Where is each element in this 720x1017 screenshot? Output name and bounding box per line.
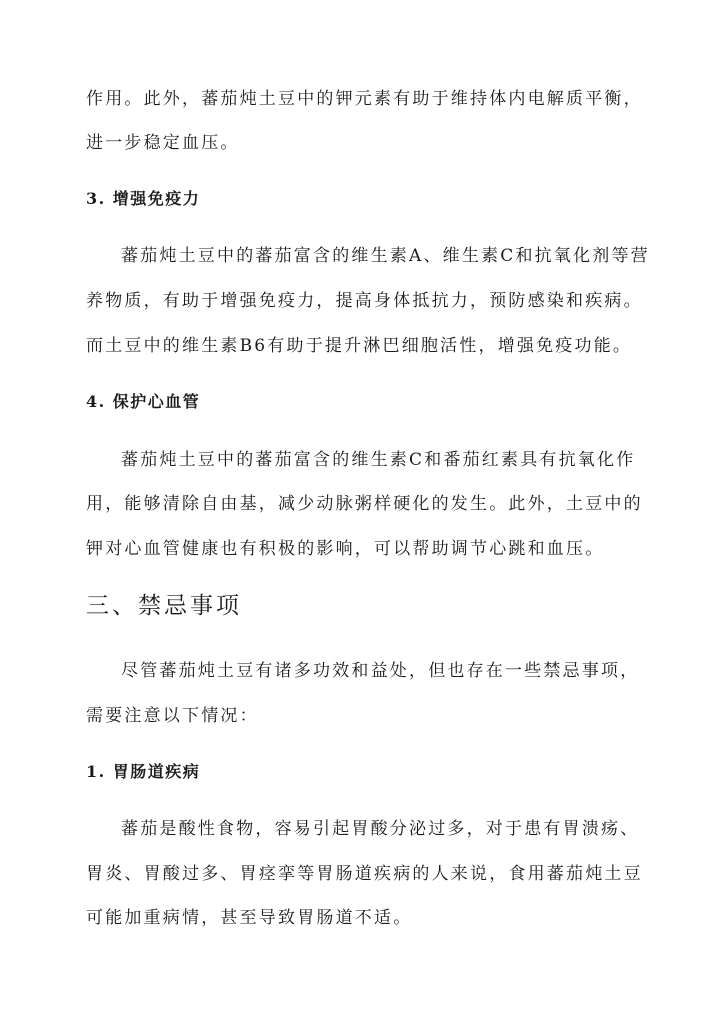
paragraph-line: 养物质，有助于增强免疫力，提高身体抵抗力，预防感染和疾病。 [86, 291, 643, 311]
paragraph-line: 蕃茄炖土豆中的蕃茄富含的维生素A、维生素C和抗氧化剂等营 [121, 246, 650, 266]
paragraph-line: 可能加重病情，甚至导致胃肠道不适。 [86, 908, 413, 928]
subsection-heading: 4. 保护心血管 [86, 392, 201, 411]
paragraph-line: 需要注意以下情况： [86, 706, 259, 726]
paragraph-line: 蕃茄炖土豆中的蕃茄富含的维生素C和番茄红素具有抗氧化作 [121, 450, 636, 470]
paragraph-line: 尽管蕃茄炖土豆有诸多功效和益处，但也存在一些禁忌事项， [121, 661, 640, 681]
paragraph-line: 蕃茄是酸性食物，容易引起胃酸分泌过多，对于患有胃溃疡、 [121, 819, 640, 839]
paragraph-line: 用，能够清除自由基，减少动脉粥样硬化的发生。此外，土豆中的 [86, 494, 643, 514]
subsection-heading: 1. 胃肠道疾病 [86, 762, 201, 781]
paragraph-line: 作用。此外，蕃茄炖土豆中的钾元素有助于维持体内电解质平衡， [86, 89, 643, 109]
paragraph-line: 胃炎、胃酸过多、胃痉挛等胃肠道疾病的人来说，食用蕃茄炖土豆 [86, 864, 643, 884]
paragraph-line: 而土豆中的维生素B6有助于提升淋巴细胞活性，增强免疫功能。 [86, 336, 633, 356]
paragraph-line: 钾对心血管健康也有积极的影响，可以帮助调节心跳和血压。 [86, 539, 605, 559]
subsection-heading: 3. 增强免疫力 [86, 189, 201, 208]
section-title: 三、禁忌事项 [86, 593, 242, 619]
paragraph-line: 进一步稳定血压。 [86, 133, 240, 153]
